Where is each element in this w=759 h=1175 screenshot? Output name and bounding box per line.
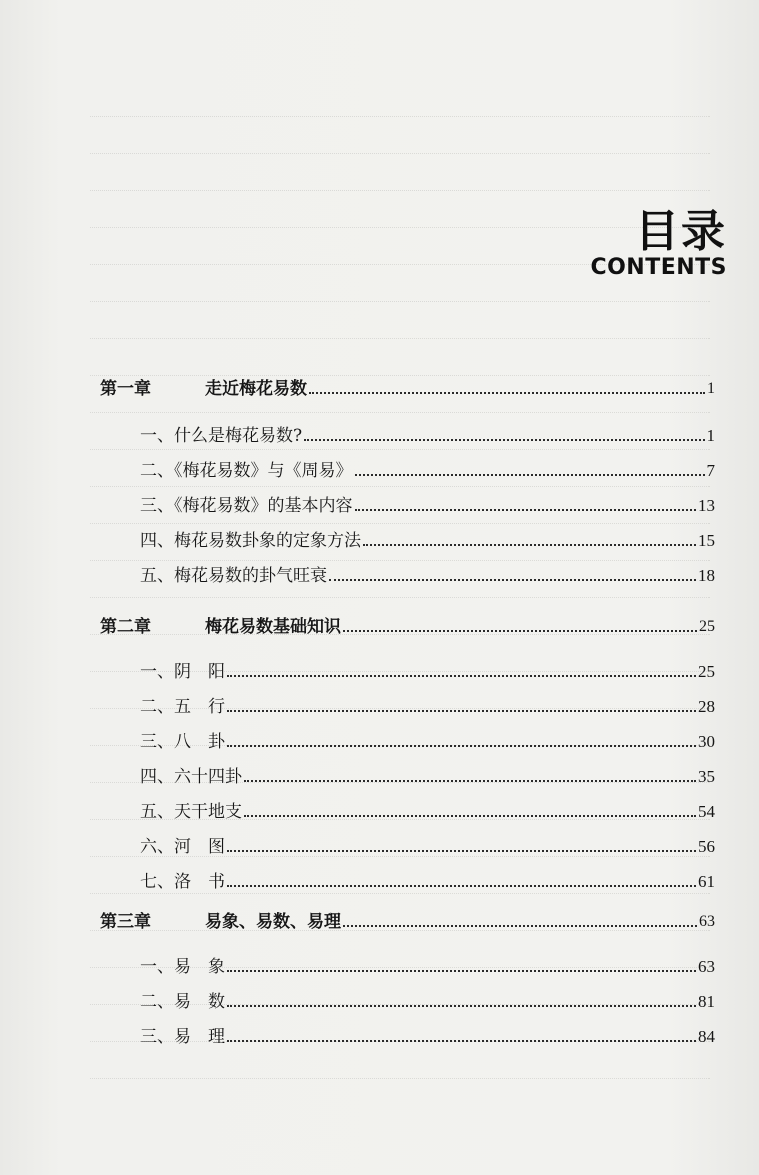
leader-dots [227, 884, 696, 887]
contents-heading [590, 208, 727, 280]
toc-entry[interactable] [100, 725, 715, 753]
page-number: 13 [698, 496, 715, 515]
leader-dots [343, 924, 697, 927]
chapter-number: 第二章 [100, 617, 151, 637]
page-number: 1 [707, 380, 715, 397]
entry-title: 三、《梅花易数》的基本内容 [140, 496, 353, 516]
leader-dots [355, 508, 697, 511]
leader-dots [227, 1004, 696, 1007]
page-number: 25 [698, 662, 715, 681]
page-number: 84 [698, 1027, 715, 1046]
leader-dots [309, 391, 705, 394]
leader-dots [227, 1039, 696, 1042]
leader-dots [355, 473, 705, 476]
entry-title: 二、五 行 [140, 697, 225, 717]
toc-entry[interactable] [100, 489, 715, 517]
toc-chapter-1[interactable] [100, 372, 715, 400]
page-number: 63 [698, 957, 715, 976]
entry-title: 四、六十四卦 [140, 767, 242, 787]
leader-dots [227, 709, 696, 712]
chapter-title: 梅花易数基础知识 [205, 617, 341, 637]
toc-chapter-2[interactable] [100, 610, 715, 638]
entry-title: 一、阴 阳 [140, 662, 225, 682]
page-number: 63 [699, 913, 715, 930]
page-number: 81 [698, 992, 715, 1011]
page-number: 15 [698, 531, 715, 550]
page-number: 7 [706, 461, 715, 480]
toc-entry[interactable] [100, 985, 715, 1013]
page-title: 目录 [635, 206, 727, 257]
page-number: 30 [698, 732, 715, 751]
chapter-number: 第三章 [100, 912, 151, 932]
page-number: 54 [698, 802, 715, 821]
toc-entry[interactable] [100, 795, 715, 823]
chapter-heading [100, 911, 341, 933]
toc-entry[interactable] [100, 655, 715, 683]
leader-dots [227, 969, 696, 972]
entry-title: 七、洛 书 [140, 872, 225, 892]
leader-dots [363, 543, 696, 546]
leader-dots [304, 438, 704, 441]
chapter-title: 易象、易数、易理 [205, 912, 341, 932]
entry-title: 三、易 理 [140, 1027, 225, 1047]
page-number: 25 [699, 618, 715, 635]
toc-entry[interactable] [100, 454, 715, 482]
chapter-title: 走近梅花易数 [205, 379, 307, 399]
page-number: 1 [706, 426, 715, 445]
page-number: 56 [698, 837, 715, 856]
page-number: 28 [698, 697, 715, 716]
leader-dots [227, 674, 696, 677]
leader-dots [343, 629, 697, 632]
leader-dots [329, 578, 696, 581]
leader-dots [227, 744, 696, 747]
entry-title: 四、梅花易数卦象的定象方法 [140, 531, 361, 551]
toc-entry[interactable] [100, 559, 715, 587]
leader-dots [227, 849, 696, 852]
entry-title: 二、《梅花易数》与《周易》 [140, 461, 353, 481]
toc-entry[interactable] [100, 865, 715, 893]
entry-title: 二、易 数 [140, 992, 225, 1012]
entry-title: 一、易 象 [140, 957, 225, 977]
toc-entry[interactable] [100, 419, 715, 447]
entry-title: 三、八 卦 [140, 732, 225, 752]
toc-entry[interactable] [100, 1020, 715, 1048]
entry-title: 五、梅花易数的卦气旺衰 [140, 566, 327, 586]
leader-dots [244, 779, 696, 782]
chapter-heading [100, 378, 307, 400]
toc-entry[interactable] [100, 830, 715, 858]
chapter-heading [100, 616, 341, 638]
entry-title: 六、河 图 [140, 837, 225, 857]
page-number: 61 [698, 872, 715, 891]
page-number: 18 [698, 566, 715, 585]
page-subtitle: CONTENTS [590, 255, 727, 280]
toc-entry[interactable] [100, 524, 715, 552]
page-number: 35 [698, 767, 715, 786]
toc-entry[interactable] [100, 760, 715, 788]
chapter-number: 第一章 [100, 379, 151, 399]
leader-dots [244, 814, 696, 817]
entry-title: 五、天干地支 [140, 802, 242, 822]
toc-entry[interactable] [100, 950, 715, 978]
entry-title: 一、什么是梅花易数? [140, 426, 303, 446]
toc-chapter-3[interactable] [100, 905, 715, 933]
toc-entry[interactable] [100, 690, 715, 718]
